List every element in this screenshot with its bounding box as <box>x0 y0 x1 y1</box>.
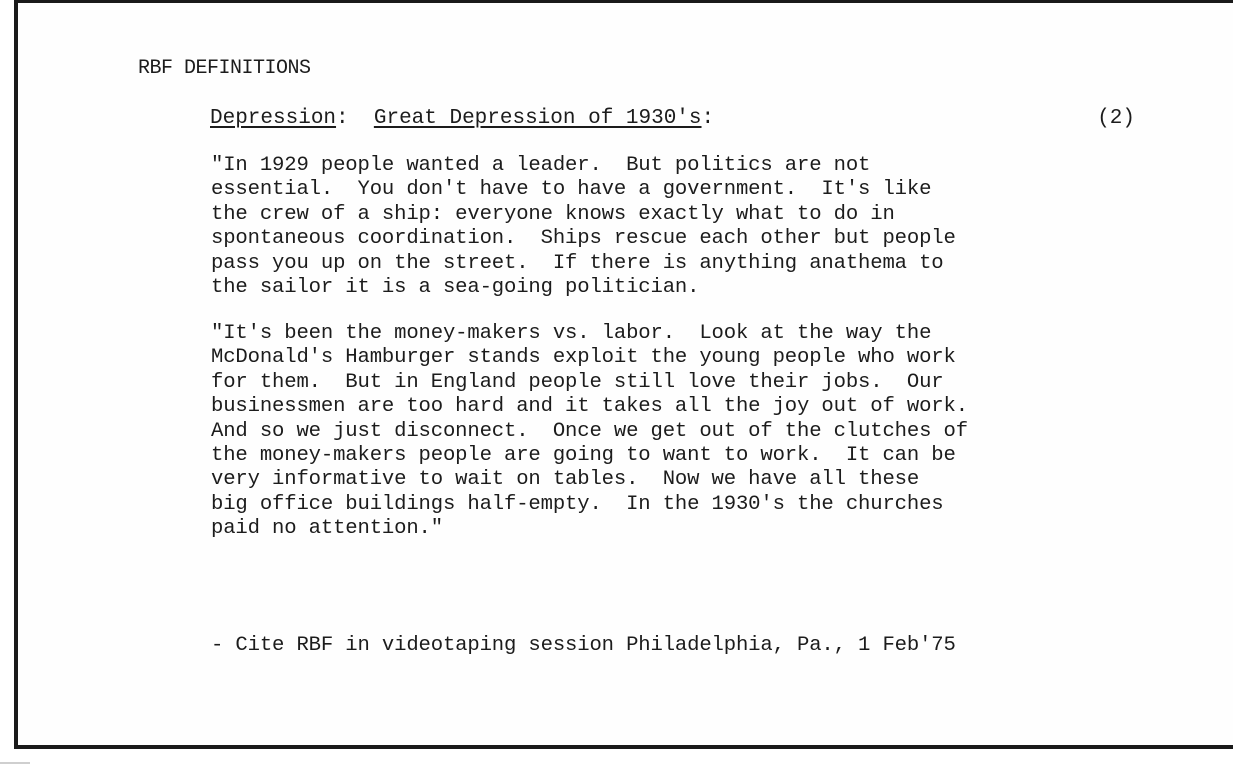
paragraph-line: the sailor it is a sea-going politician. <box>211 276 700 300</box>
paragraph-line: spontaneous coordination. Ships rescue each other but people <box>211 227 956 251</box>
quote-paragraph-1 <box>211 154 956 300</box>
paragraph-line: pass you up on the street. If there is anything anathema to <box>211 251 944 275</box>
scan-edge-mark <box>0 762 30 764</box>
term-separator: : <box>336 107 349 130</box>
page-number: (2) <box>1097 107 1135 130</box>
paragraph-line: for them. But in England people still love their jobs. Our <box>211 370 944 394</box>
term-label: Depression <box>210 107 337 130</box>
definition-card <box>14 0 1233 749</box>
paragraph-line: very informative to wait on tables. Now we have all these <box>211 468 920 492</box>
paragraph-line: the crew of a ship: everyone knows exactly what to do in <box>211 202 895 226</box>
paragraph-line: essential. You don't have to have a government. It's like <box>211 178 932 202</box>
subject-line <box>210 107 1135 130</box>
subject-separator: : <box>701 107 715 130</box>
paragraph-line: And so we just disconnect. Once we get out of the clutches of <box>211 419 968 443</box>
quote-paragraph-2 <box>211 322 968 542</box>
paragraph-line: big office buildings half-empty. In the 1930's the churches <box>211 492 944 516</box>
paragraph-line: McDonald's Hamburger stands exploit the young people who work <box>211 346 956 370</box>
paragraph-line: "In 1929 people wanted a leader. But politics are not <box>211 154 871 177</box>
card-header: RBF DEFINITIONS <box>138 57 311 80</box>
paragraph-line: "It's been the money-makers vs. labor. Look at the way the <box>211 322 932 345</box>
subject-title: Great Depression of 1930's <box>373 107 702 130</box>
paragraph-line: the money-makers people are going to want to work. It can be <box>211 444 956 468</box>
paragraph-line: paid no attention." <box>211 517 443 541</box>
citation: - Cite RBF in videotaping session Philadelphia, Pa., 1 Feb'75 <box>211 634 956 657</box>
paragraph-line: businessmen are too hard and it takes all the joy out of work. <box>211 395 968 419</box>
